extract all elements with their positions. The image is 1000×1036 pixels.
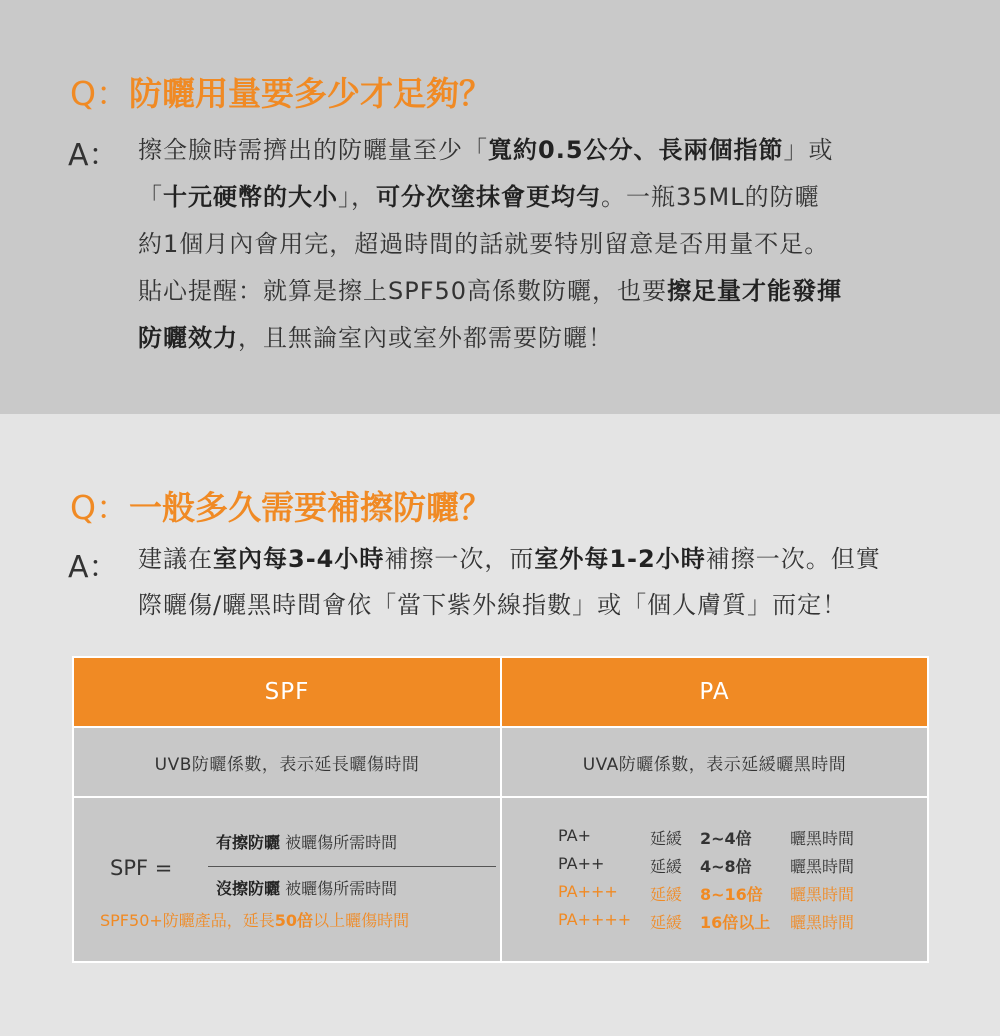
answer-line	[138, 536, 938, 582]
pa-factor: 8~16倍	[700, 885, 763, 904]
formula-lhs: SPF =	[110, 856, 173, 880]
denominator-bold: 沒擦防曬	[216, 879, 281, 898]
spf-pa-table	[72, 656, 929, 963]
note-post: 以上曬傷時間	[313, 911, 410, 930]
spf50-note	[100, 908, 409, 931]
pa-level: PA++	[558, 854, 605, 873]
body-text: 貼心提醒：就算是擦上SPF50高係數防曬，也要	[138, 277, 668, 305]
formula-denominator	[216, 876, 397, 899]
header-pa: PA	[501, 657, 928, 727]
emphasis-text: 寬約0.5公分、長兩個指節	[488, 136, 784, 164]
question-heading	[70, 68, 492, 115]
pa-verb: 延緩	[650, 857, 683, 876]
numerator-bold: 有擦防曬	[216, 833, 281, 852]
fraction-bar	[208, 866, 496, 867]
body-text: 擦全臉時需擠出的防曬量至少「	[138, 136, 488, 164]
pa-level: PA+	[558, 826, 591, 845]
body-text: 」，	[338, 183, 376, 211]
answer-line	[138, 174, 938, 221]
note-bold: 50倍	[274, 911, 314, 930]
body-text: 補擦一次。但實	[705, 545, 881, 573]
pa-effect: 曬黑時間	[790, 857, 855, 876]
body-text: 。一瓶35ML的防曬	[601, 183, 820, 211]
header-spf: SPF	[73, 657, 501, 727]
pa-level: PA+++	[558, 882, 618, 901]
pa-levels-cell	[501, 797, 928, 962]
faq-section-reapply	[0, 414, 1000, 1036]
numerator-rest: 被曬傷所需時間	[280, 833, 398, 852]
body-text: ，且無論室內或室外都需要防曬！	[238, 324, 613, 352]
emphasis-text: 室內每3-4小時	[213, 545, 385, 573]
body-text: 約1個月內會用完，超過時間的話就要特別留意是否用量不足。	[138, 230, 830, 258]
answer-paragraph	[138, 536, 938, 628]
body-text: 補擦一次，而	[384, 545, 535, 573]
body-text: 建議在	[138, 545, 213, 573]
answer-prefix: A：	[68, 550, 119, 585]
pa-level: PA++++	[558, 910, 632, 929]
question-text: 一般多久需要補擦防曬？	[128, 488, 492, 527]
spf-formula-cell	[73, 797, 501, 962]
question-text: 防曬用量要多少才足夠？	[128, 74, 492, 113]
pa-effect: 曬黑時間	[790, 913, 855, 932]
answer-line	[138, 582, 938, 628]
question-prefix: Q：	[70, 488, 129, 527]
emphasis-text: 可分次塗抹會更均勻	[376, 183, 601, 211]
answer-line	[138, 315, 938, 362]
denominator-rest: 被曬傷所需時間	[280, 879, 398, 898]
pa-verb: 延緩	[650, 913, 683, 932]
answer-prefix: A：	[68, 138, 119, 173]
emphasis-text: 防曬效力	[138, 324, 238, 352]
pa-factor: 4~8倍	[700, 857, 752, 876]
desc-spf: UVB防曬係數，表示延長曬傷時間	[73, 727, 501, 797]
answer-paragraph	[138, 127, 938, 362]
body-text: 際曬傷/曬黑時間會依「當下紫外線指數」或「個人膚質」而定！	[138, 591, 848, 619]
answer-line	[138, 268, 938, 315]
question-prefix: Q：	[70, 74, 129, 113]
answer-line	[138, 221, 938, 268]
answer-line	[138, 127, 938, 174]
pa-factor: 2~4倍	[700, 829, 752, 848]
pa-verb: 延緩	[650, 885, 683, 904]
body-text: 「	[138, 183, 163, 211]
emphasis-text: 擦足量才能發揮	[667, 277, 843, 305]
question-heading	[70, 482, 492, 529]
desc-pa: UVA防曬係數，表示延緩曬黑時間	[501, 727, 928, 797]
emphasis-text: 室外每1-2小時	[534, 545, 706, 573]
body-text: 」或	[783, 136, 834, 164]
emphasis-text: 十元硬幣的大小	[163, 183, 338, 211]
formula-numerator	[216, 830, 397, 853]
pa-factor: 16倍以上	[700, 913, 771, 932]
pa-effect: 曬黑時間	[790, 829, 855, 848]
pa-effect: 曬黑時間	[790, 885, 855, 904]
faq-section-dosage	[0, 0, 1000, 414]
pa-verb: 延緩	[650, 829, 683, 848]
note-pre: SPF50+防曬產品，延長	[100, 911, 275, 930]
